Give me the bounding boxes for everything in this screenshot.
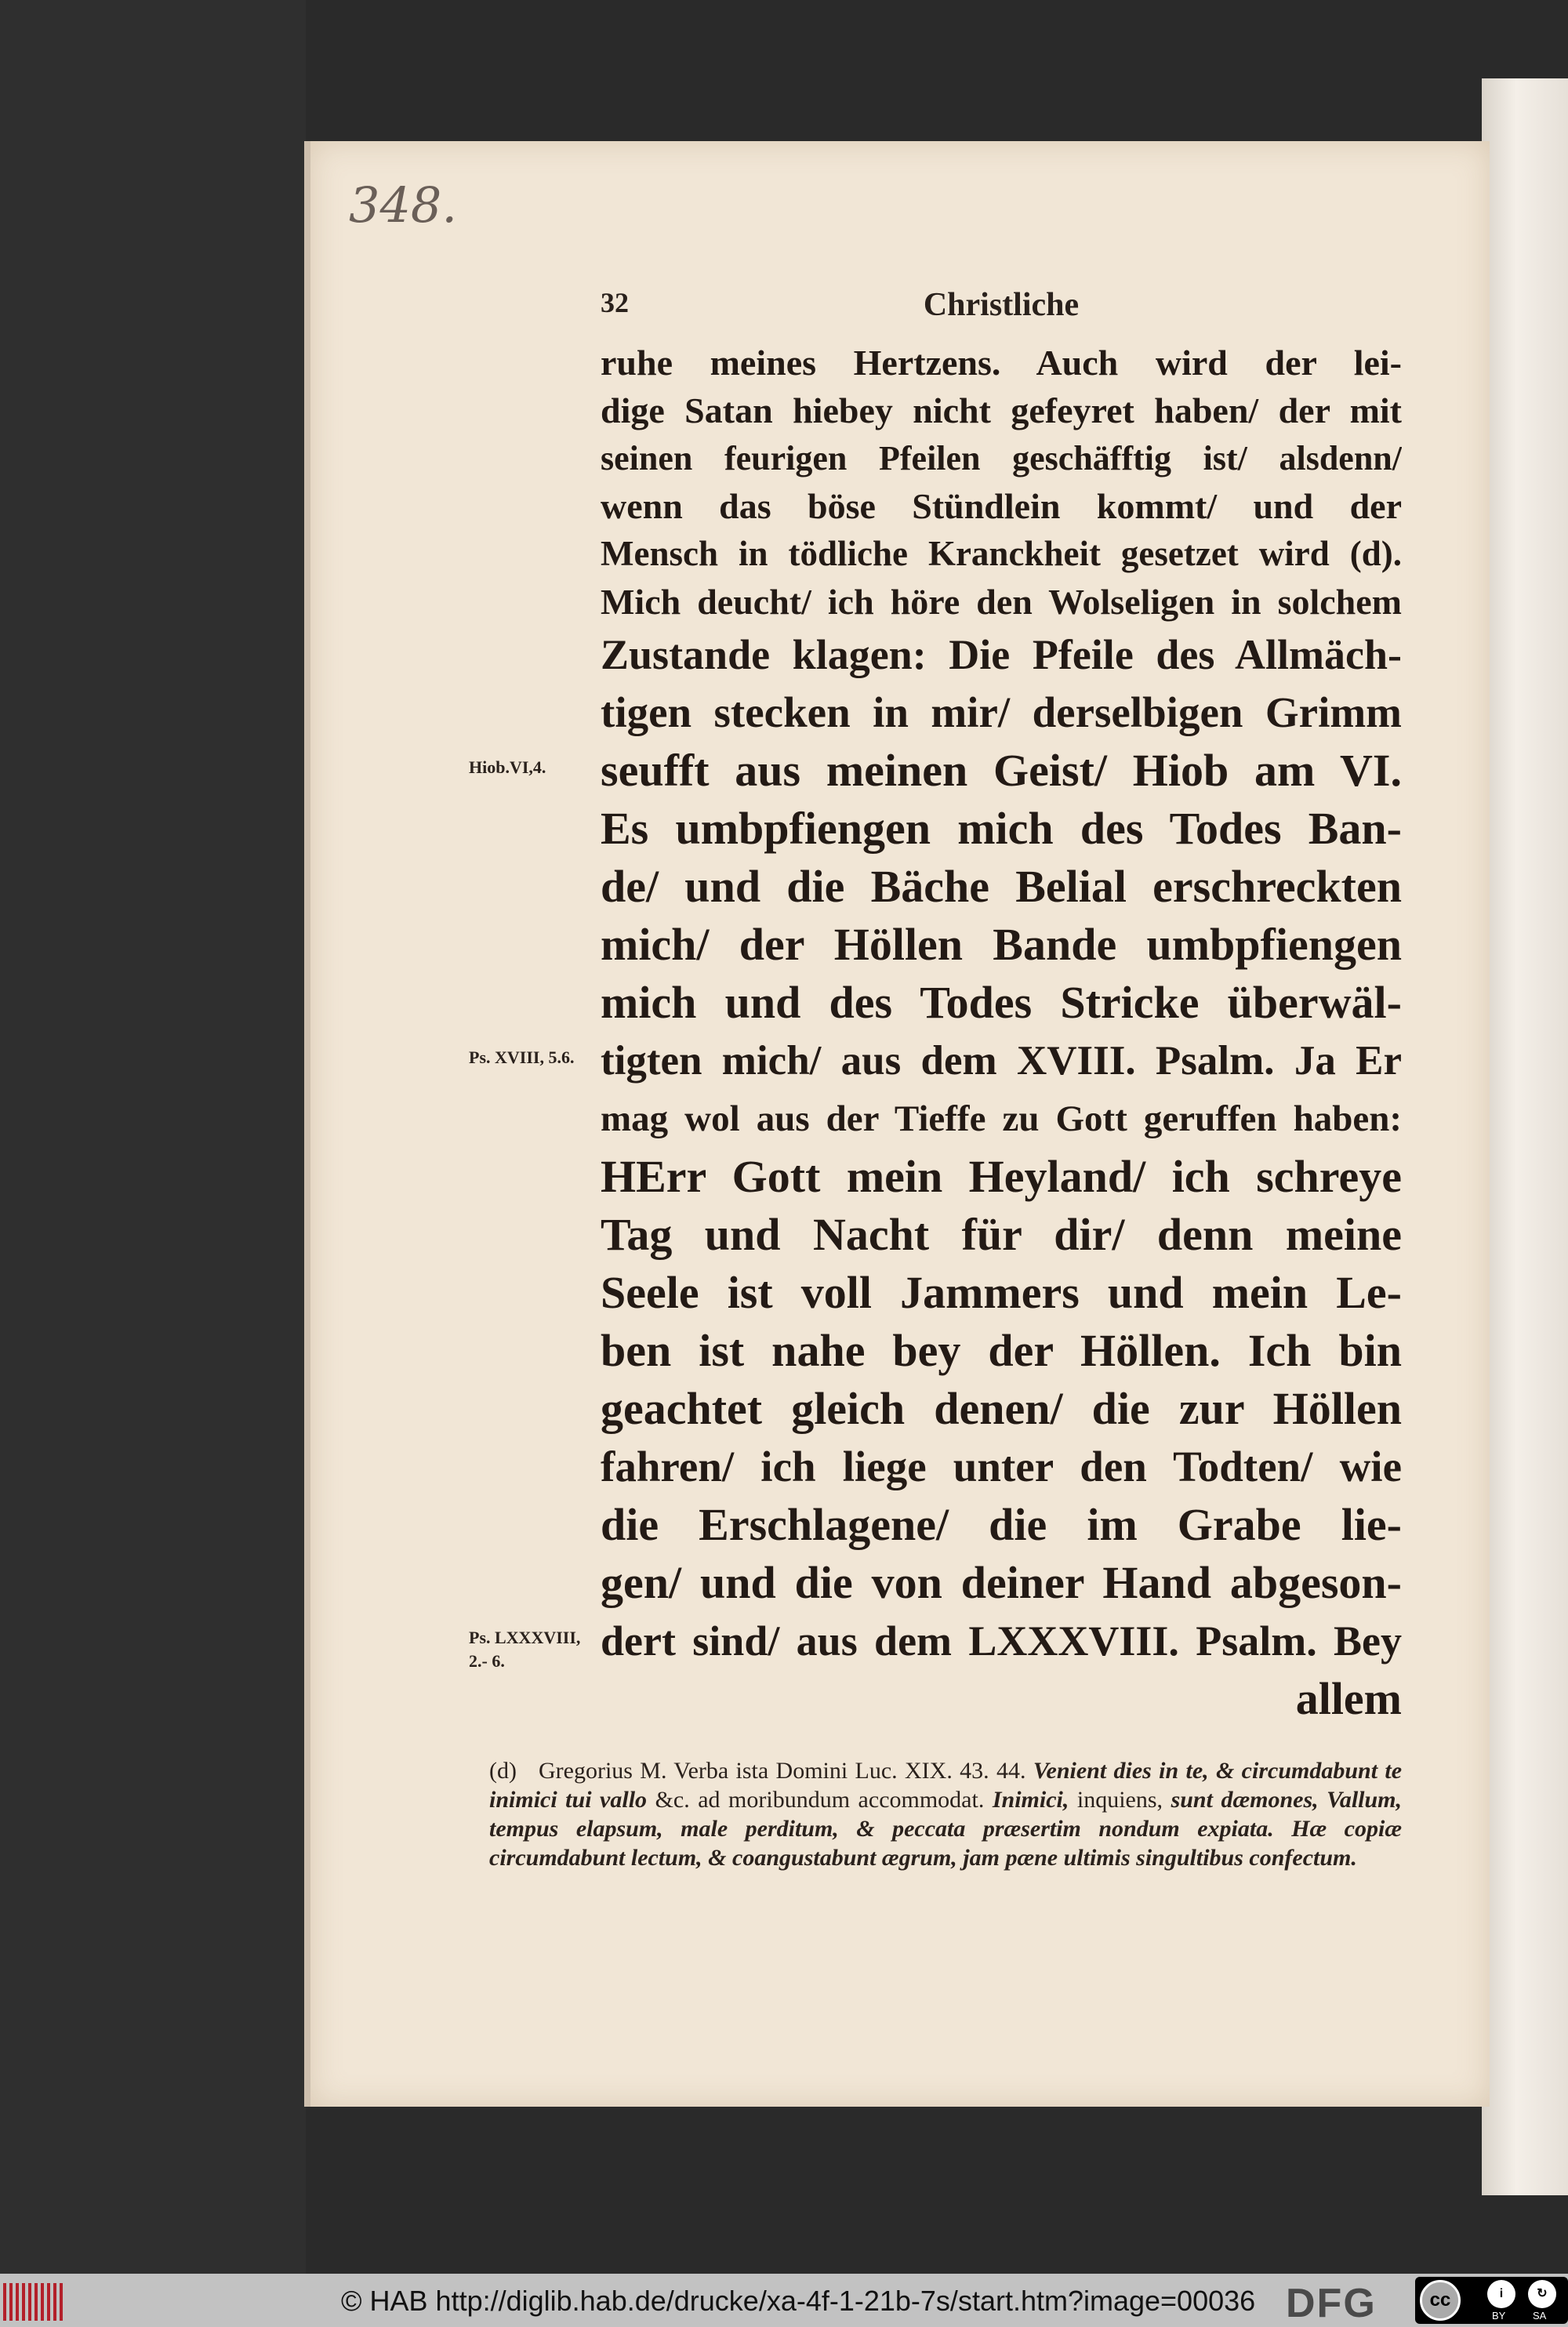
running-head (601, 286, 1402, 325)
cc-icon: cc (1420, 2280, 1461, 2321)
text-line: seufft aus meinen Geist/ Hiob am VI. (601, 745, 1402, 796)
text-line: gen/ und die von deiner Hand abgeson- (601, 1557, 1402, 1608)
text-line: Es umbpfiengen mich des Todes Ban- (601, 803, 1402, 854)
footnote-marker: (d) (489, 1758, 517, 1784)
text-line: wenn das böse Stündlein kommt/ und der (601, 486, 1402, 526)
footnote-text: inquiens, (1076, 1787, 1163, 1813)
credit-link[interactable]: © HAB http://diglib.hab.de/drucke/xa-4f-1-21b-7s/start.htm?image=00036 (341, 2285, 1256, 2317)
cc-license-badge[interactable] (1415, 2277, 1568, 2324)
text-line: HErr Gott mein Heyland/ ich schreye (601, 1151, 1402, 1202)
text-line: allem (1295, 1673, 1402, 1724)
margin-note: Ps. XVIII, 5.6. (469, 1047, 575, 1067)
text-line: de/ und die Bäche Belial erschreckten (601, 861, 1402, 912)
text-line: mich und des Todes Stricke überwäl- (601, 977, 1402, 1028)
text-line: seinen feurigen Pfeilen geschäfftig ist/ alsdenn/ (601, 439, 1402, 477)
next-page-edge (1482, 78, 1568, 2195)
text-line: Seele ist voll Jammers und mein Le- (601, 1267, 1402, 1318)
body-text (601, 339, 1402, 1728)
text-line: ruhe meines Hertzens. Auch wird der lei- (601, 343, 1402, 383)
running-title: Christliche (923, 287, 1080, 323)
text-line: ben ist nahe bey der Höllen. Ich bin (601, 1325, 1402, 1376)
margin-note: Hiob.VI,4. (469, 757, 546, 777)
footnote (489, 1756, 1402, 1872)
margin-note: Ps. LXXXVIII, 2.- 6. (469, 1628, 581, 1671)
text-line: Zustande klagen: Die Pfeile des Allmäch- (601, 631, 1402, 678)
text-line: tigten mich/ aus dem XVIII. Psalm. Ja Er (601, 1038, 1402, 1084)
license-by: BY (1492, 2310, 1506, 2322)
footnote-italic: Venient dies in te, & circumdabunt te inimici tui vallo (489, 1758, 1403, 1813)
handwritten-page-number: 348. (349, 176, 458, 234)
license-sa: SA (1533, 2310, 1547, 2322)
text-line: Mich deucht/ ich höre den Wolseligen in solchem (601, 582, 1402, 622)
viewer-footer (0, 2274, 1568, 2327)
text-line: die Erschlagene/ die im Grabe lie- (601, 1499, 1402, 1550)
text-line: dige Satan hiebey nicht gefeyret haben/ der mit (601, 390, 1402, 430)
text-line: Mensch in tödliche Kranckheit gesetzet wird (d). (601, 534, 1402, 573)
text-line: mich/ der Höllen Bande umbpfiengen (601, 919, 1402, 970)
viewer-background (0, 0, 306, 2274)
text-line: dert sind/ aus dem LXXXVIII. Psalm. Bey (601, 1617, 1402, 1664)
footnote-text: Gregorius M. Verba ista Domini Luc. XIX. 43. 44. (538, 1758, 1026, 1784)
text-line: Tag und Nacht für dir/ denn meine (601, 1209, 1402, 1260)
text-line: fahren/ ich liege unter den Todten/ wie (601, 1443, 1402, 1490)
by-icon: i (1487, 2280, 1515, 2308)
text-line: geachtet gleich denen/ die zur Höllen (601, 1383, 1402, 1434)
sa-icon: ↻ (1528, 2280, 1556, 2308)
page-number: 32 (601, 287, 629, 318)
footnote-text: &c. ad moribundum accommodat. (655, 1787, 985, 1813)
footnote-italic: sunt dæmones, Vallum, tempus elapsum, male perditum, & peccata præsertim nondum expiata. Hæ copiæ circumdabunt lectum, & coangustabunt ægrum, jam pæne ultimis singultibus confectum. (489, 1787, 1403, 1871)
text-line: mag wol aus der Tieffe zu Gott geruffen haben: (601, 1098, 1402, 1139)
dfg-logo: DFG (1286, 2281, 1377, 2326)
hab-logo-icon (3, 2283, 66, 2321)
footnote-italic: Inimici, (992, 1787, 1069, 1813)
text-line: tigen stecken in mir/ derselbigen Grimm (601, 688, 1402, 736)
